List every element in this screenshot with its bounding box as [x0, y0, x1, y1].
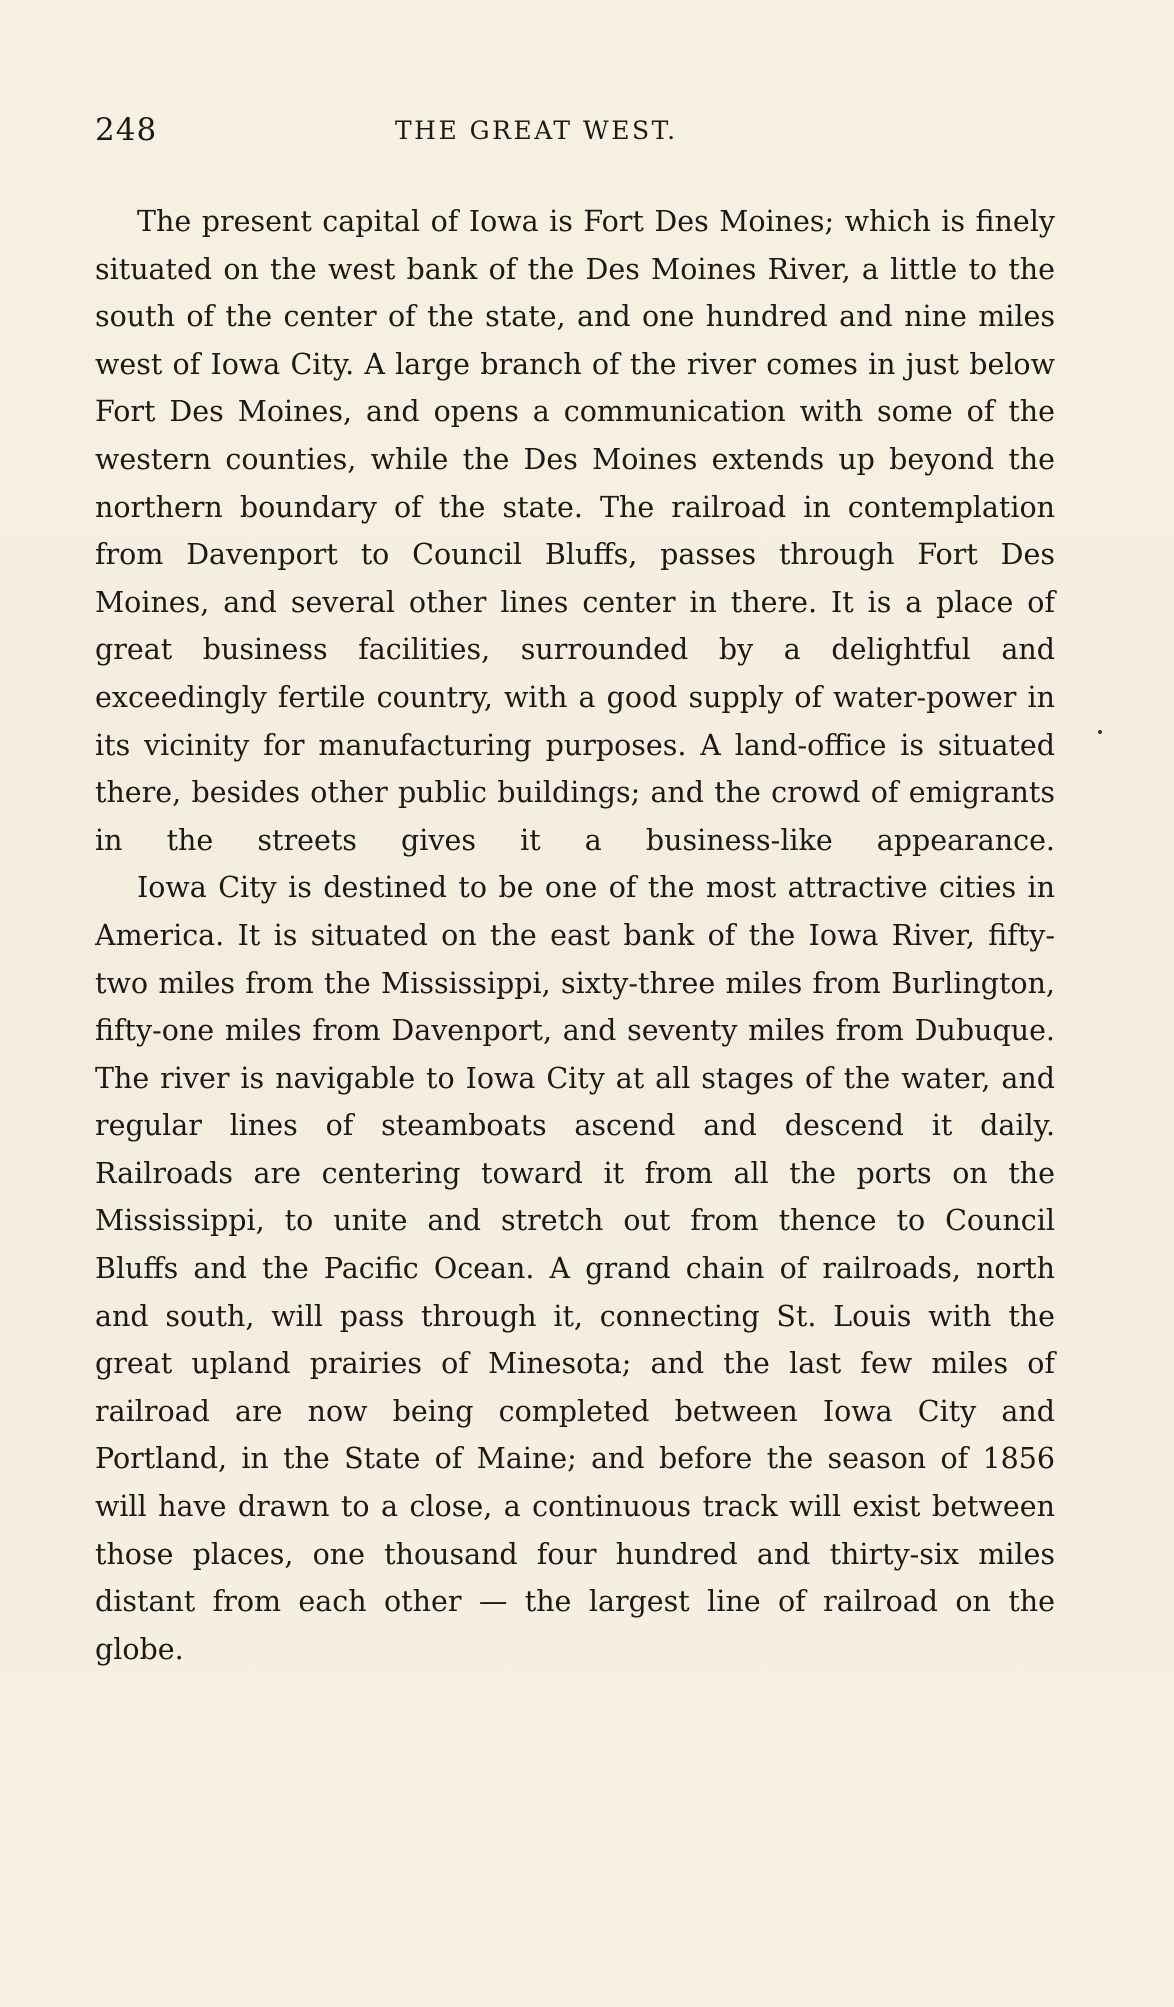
running-title: THE GREAT WEST. — [395, 116, 678, 145]
paragraph-iowa-city: Iowa City is destined to be one of the most attractive cities in America. It is situated on the east bank of the Iowa River, fifty-two miles from the Mississippi, sixty-three miles from Burlington, fifty-one miles from Davenport, and seventy miles from Dubuque. The river is navigable to Iowa City at all stages of the water, and regular lines of steamboats ascend and descend it daily. Railroads are centering toward it from all the ports on the Mississippi, to unite and stretch out from thence to Council Bluffs and the Pacific Ocean. A grand chain of railroads, north and south, will pass through it, connecting St. Louis with the great upland prairies of Minesota; and the last few miles of railroad are now being completed between Iowa City and Portland, in the State of Maine; and before the season of 1856 will have drawn to a close, a continuous track will exist between those places, one thousand four hundred and thirty-six miles distant from each other — the largest line of railroad on the globe. — [95, 871, 1055, 1666]
body-text — [95, 198, 1055, 1673]
ink-speck — [1098, 730, 1102, 734]
running-head — [95, 112, 1065, 156]
paragraph-fort-des-moines: The present capital of Iowa is Fort Des Moines; which is finely situated on the west bank of the Des Moines River, a little to the south of the center of the state, and one hundred and nine miles west of Iowa City. A large branch of the river comes in just below Fort Des Moines, and opens a communication with some of the western counties, while the Des Moines extends up beyond the northern boundary of the state. The railroad in contemplation from Davenport to Council Bluffs, passes through Fort Des Moines, and several other lines center in there. It is a place of great business facilities, surrounded by a delightful and exceedingly fertile country, with a good supply of water-power in its vicinity for manufacturing purposes. A land-office is situated there, besides other public buildings; and the crowd of emigrants in the streets gives it a business-like appearance. — [95, 205, 1055, 857]
page-number: 248 — [95, 112, 158, 148]
